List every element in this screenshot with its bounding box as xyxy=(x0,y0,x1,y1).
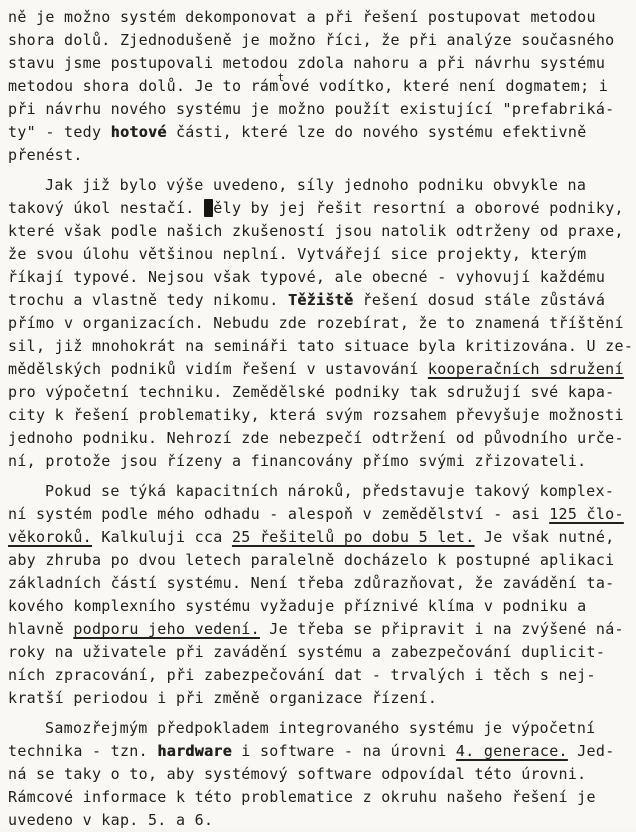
text-segment: ních zpracování, při zabezpečování dat - trvalých i těch s nej- xyxy=(8,666,596,684)
text-segment: Rámcové informace k této problematice z okruhu našeho řešení je xyxy=(8,788,596,806)
text-segment: hlavně xyxy=(8,620,74,638)
text-line xyxy=(8,98,630,121)
text-segment: Je třeba se připravit i na zvýšené ná- xyxy=(259,620,624,638)
overstruck-letter: M xyxy=(203,199,214,217)
text-segment: ové vodítko, které není dogmatem; i xyxy=(281,77,609,95)
text-line xyxy=(8,121,630,144)
text-segment: technika - tzn. xyxy=(8,742,158,760)
text-segment: přímo v organizacích. Nebudu zde rozebírat, že to znamená tříštění xyxy=(8,314,624,332)
text-line xyxy=(8,526,630,549)
text-segment: kratší periodou i při změně organizace řízení. xyxy=(8,689,438,707)
text-line xyxy=(8,480,630,503)
underlined-text: věkoroků. xyxy=(8,528,92,546)
text-segment: shora dolů. Zjednodušeně je možno říci, že při analýze současného xyxy=(8,31,615,49)
underlined-text: 4. generace. xyxy=(455,742,568,760)
text-line xyxy=(8,572,630,595)
text-segment: i software - na úrovni xyxy=(231,742,456,760)
text-segment: ty" - tedy xyxy=(8,123,111,141)
text-segment: že svou úlohu většinou neplní. Vytvářejí sice projekty, kterým xyxy=(8,245,587,263)
underlined-text: 25 řešitelů po dobu 5 let. xyxy=(231,528,475,546)
text-segment: přenést. xyxy=(8,146,83,164)
text-segment: ní, protože jsou řízeny a financovány přímo svými zřizovateli. xyxy=(8,452,587,470)
text-segment: jednoho podniku. Nehrozí zde nebezpečí odtržení od původního urče- xyxy=(8,429,624,447)
text-line xyxy=(8,29,630,52)
text-line xyxy=(8,6,630,29)
text-line xyxy=(8,595,630,618)
text-line xyxy=(8,358,630,381)
text-line xyxy=(8,71,630,98)
text-line xyxy=(8,450,630,473)
text-segment: říkají typové. Nejsou však typové, ale obecné - vyhovují každému xyxy=(8,268,606,286)
text-segment: stavu jsme postupovali metodou zdola nahoru a při návrhu systému xyxy=(8,54,606,72)
text-line xyxy=(8,197,630,220)
text-segment: kového komplexního systému vyžaduje příznivé klíma v podniku a xyxy=(8,597,587,615)
text-segment: ěly by jej řešit resortní a oborové podniky, xyxy=(213,199,624,217)
text-line xyxy=(8,144,630,167)
text-segment: při návrhu nového systému je možno použít existující "prefabriká- xyxy=(8,100,615,118)
paragraph xyxy=(8,717,630,832)
text-segment: uvedeno v kap. 5. a 6. xyxy=(8,811,214,829)
text-segment: Pokud se týká kapacitních nároků, představuje takový komplex- xyxy=(45,482,615,500)
text-segment: ně je možno systém dekomponovat a při řešení postupovat metodou xyxy=(8,8,596,26)
text-line xyxy=(8,381,630,404)
text-line xyxy=(8,335,634,358)
text-line xyxy=(8,687,630,710)
text-line xyxy=(8,312,630,335)
text-line xyxy=(8,220,630,243)
text-line xyxy=(8,404,630,427)
text-line xyxy=(8,549,630,572)
text-line xyxy=(8,664,630,687)
text-segment: řešení dosud stále zůstává xyxy=(353,291,606,309)
text-segment: mědělských podniků vidím řešení v ustavování xyxy=(8,360,428,378)
text-line xyxy=(8,266,630,289)
text-segment: pro výpočetní techniku. Zemědělské podniky tak sdružují své kapa- xyxy=(8,383,615,401)
text-line xyxy=(8,503,630,526)
text-segment: Jak již bylo výše uvedeno, síly jednoho podniku obvykle na xyxy=(45,176,587,194)
text-line xyxy=(8,243,630,266)
text-line xyxy=(8,717,630,740)
underlined-text: kooperačních sdružení xyxy=(427,360,624,378)
text-segment: sil, již mnohokrát na semináři tato situace byla kritizována. U ze- xyxy=(8,337,634,355)
text-segment: základních částí systému. Není třeba zdůrazňovat, že zavádění ta- xyxy=(8,574,615,592)
text-segment: city k řešení problematiky, která svým rozsahem převyšuje možnosti xyxy=(8,406,624,424)
text-line xyxy=(8,427,630,450)
underlined-text: 125 člo- xyxy=(549,505,624,523)
text-segment: které však podle našich zkušeností jsou natolik odtrženy od praxe, xyxy=(8,222,624,240)
text-segment: Je však nutné, xyxy=(474,528,615,546)
text-line xyxy=(8,618,630,641)
text-line xyxy=(8,763,630,786)
text-line xyxy=(8,174,630,197)
text-line xyxy=(8,52,630,75)
text-segment: trochu a vlastně tedy nikomu. xyxy=(8,291,288,309)
text-line xyxy=(8,641,630,664)
text-segment: Jed- xyxy=(567,742,615,760)
text-line xyxy=(8,809,630,832)
text-segment: metodou shora dolů. Je to rám xyxy=(8,77,279,95)
text-segment: aby zhruba po dvou letech paralelně docházelo k postupné aplikaci xyxy=(8,551,615,569)
underlined-text: podporu jeho vedení. xyxy=(73,620,260,638)
text-segment: Samozřejmým předpokladem integrovaného systému je výpočetní xyxy=(45,719,596,737)
emphasized-text: Těžiště xyxy=(287,291,354,309)
paragraph xyxy=(8,174,634,473)
text-segment: ná se taky o to, aby systémový software odpovídal této úrovni. xyxy=(8,765,587,783)
text-segment: části, které lze do nového systému efektivně xyxy=(166,123,587,141)
text-segment: Kalkuluji cca xyxy=(91,528,232,546)
text-line xyxy=(8,786,630,809)
text-segment: takový úkol nestačí. xyxy=(8,199,204,217)
text-line xyxy=(8,289,630,312)
paragraph xyxy=(8,6,630,167)
emphasized-text: hotové xyxy=(110,123,167,141)
text-segment: ní systém podle mého odhadu - alespoň v zemědělství - asi xyxy=(8,505,550,523)
emphasized-text: hardware xyxy=(157,742,232,760)
typed-insertion-above-line: t xyxy=(277,71,285,84)
text-segment: roky na uživatele při zavádění systému a zabezpečování duplicit- xyxy=(8,643,606,661)
text-line xyxy=(8,740,630,763)
paragraph xyxy=(8,480,630,710)
